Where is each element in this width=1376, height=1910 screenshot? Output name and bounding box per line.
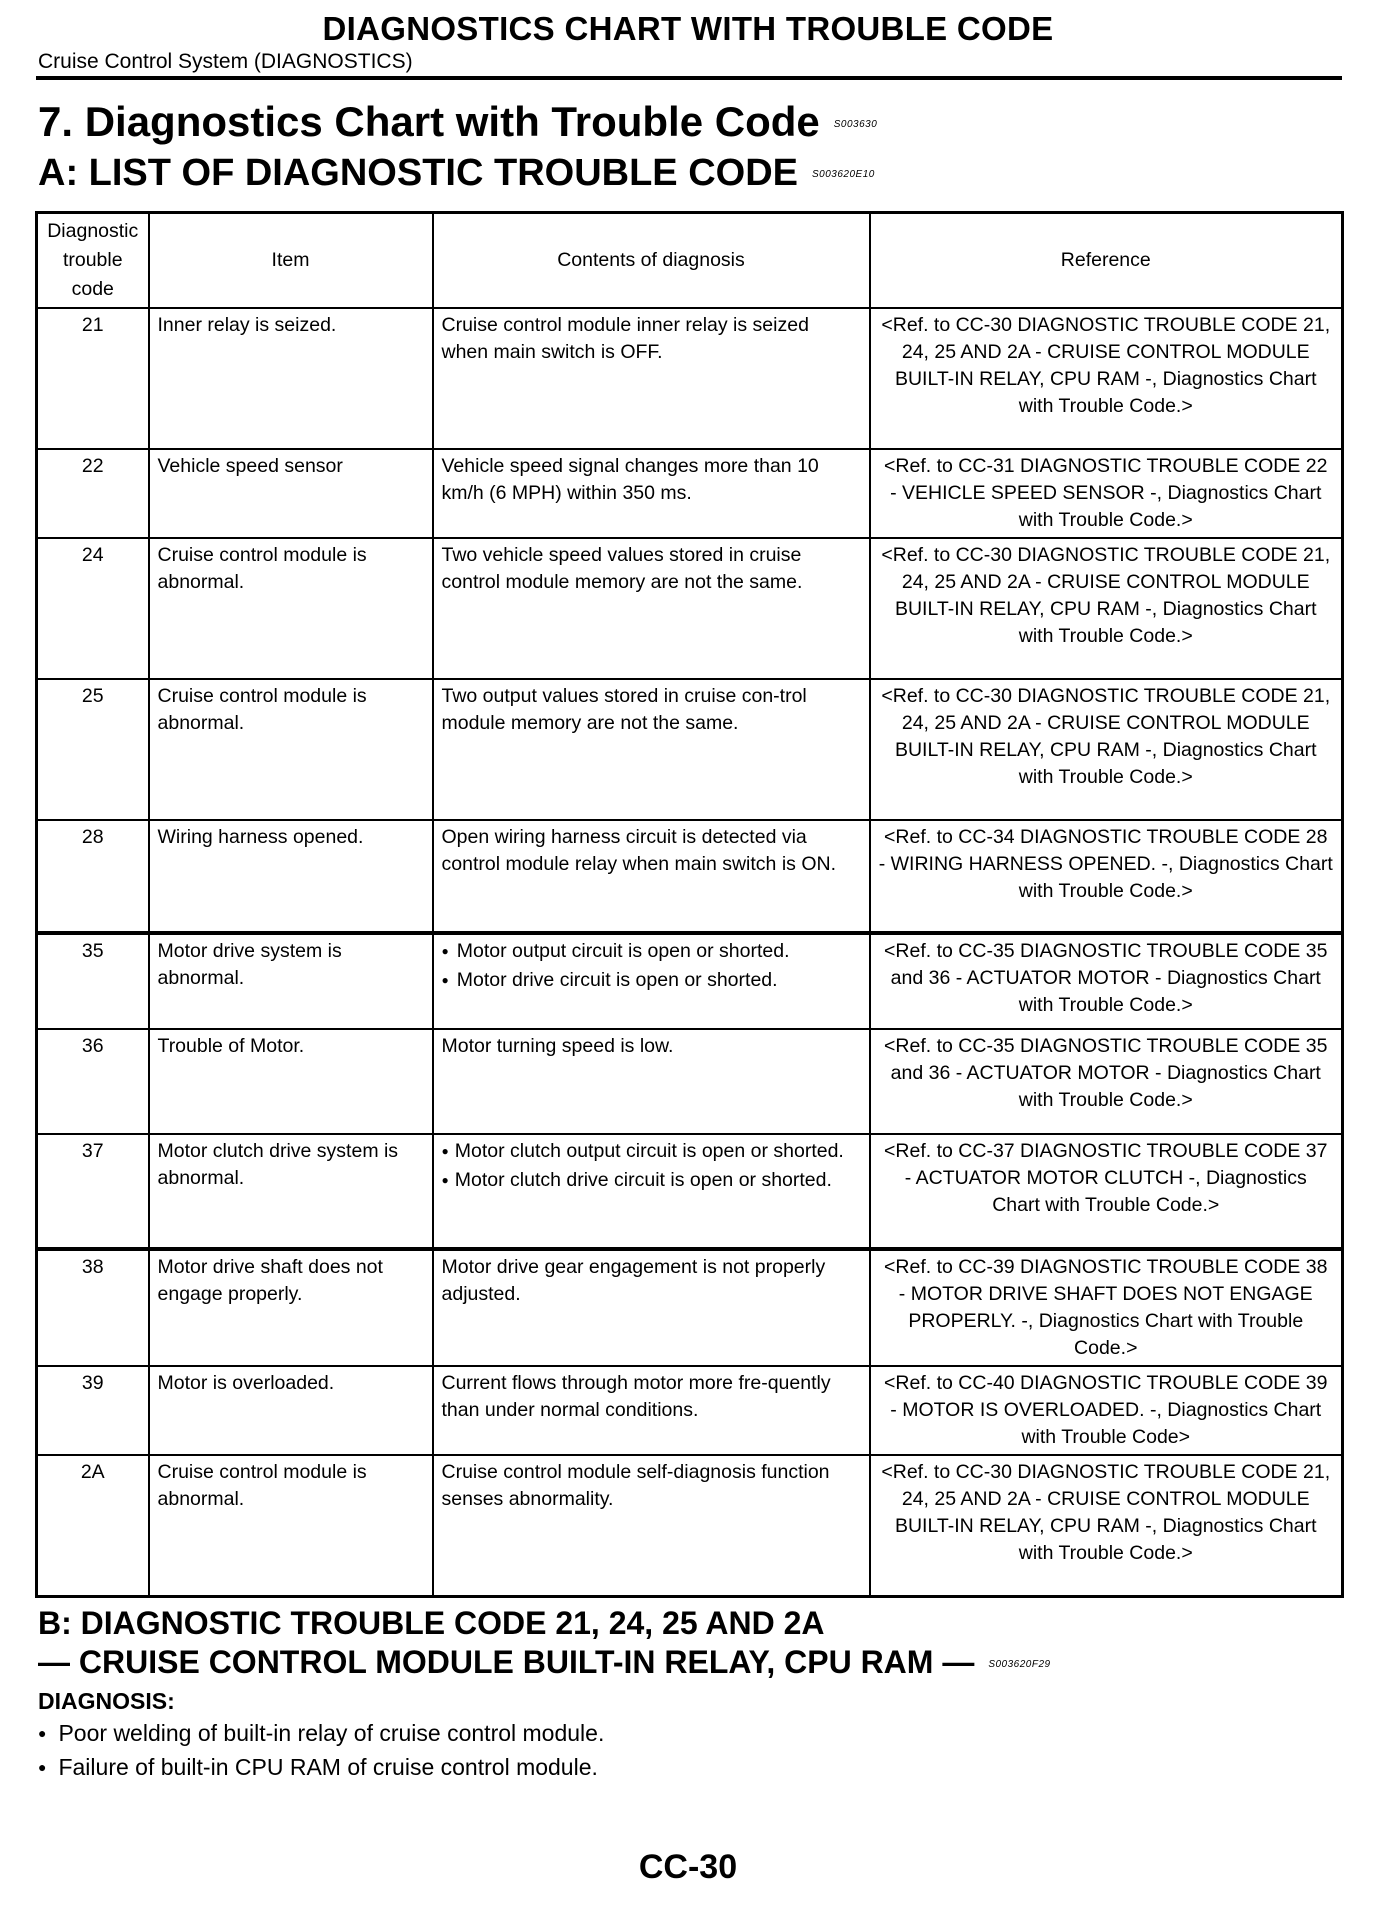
row-item: Cruise control module is abnormal. [149, 1455, 433, 1596]
row-contents-bullet: ● Motor drive circuit is open or shorted. [442, 967, 861, 996]
col-header-code-line1: Diagnostic [47, 220, 139, 242]
row-item: Trouble of Motor. [149, 1029, 433, 1134]
table-row [37, 820, 1343, 933]
row-item: Vehicle speed sensor [149, 449, 433, 538]
table-row [37, 679, 1343, 820]
section-a-title: A: LIST OF DIAGNOSTIC TROUBLE CODE [38, 152, 798, 194]
section-a-tag: S003620E10 [811, 169, 875, 181]
row-contents: Current flows through motor more fre-quently than under normal conditions. [433, 1366, 870, 1455]
diagnosis-item: ● Poor welding of built-in relay of cruise control module. [38, 1718, 604, 1752]
section-b-line2: — CRUISE CONTROL MODULE BUILT-IN RELAY, CPU RAM — [38, 1644, 975, 1680]
table-row [37, 1366, 1343, 1455]
row-item: Cruise control module is abnormal. [149, 679, 433, 820]
row-reference: <Ref. to CC-40 DIAGNOSTIC TROUBLE CODE 39 - MOTOR IS OVERLOADED. -, Diagnostics Chart with Trouble Code> [870, 1366, 1343, 1455]
diagnosis-heading: DIAGNOSIS: [38, 1688, 175, 1714]
row-reference: <Ref. to CC-39 DIAGNOSTIC TROUBLE CODE 38 - MOTOR DRIVE SHAFT DOES NOT ENGAGE PROPERLY. -, Diagnostics Chart with Trouble Code.> [870, 1249, 1343, 1366]
row-reference: <Ref. to CC-30 DIAGNOSTIC TROUBLE CODE 21, 24, 25 AND 2A - CRUISE CONTROL MODULE BUILT-IN RELAY, CPU RAM -, Diagnostics Chart with Trouble Code.> [870, 1455, 1343, 1596]
col-header-item: Item [149, 213, 433, 309]
row-code: 36 [37, 1029, 149, 1134]
row-code: 22 [37, 449, 149, 538]
row-reference: <Ref. to CC-31 DIAGNOSTIC TROUBLE CODE 22 - VEHICLE SPEED SENSOR -, Diagnostics Chart with Trouble Code.> [870, 449, 1343, 538]
row-contents: Cruise control module self-diagnosis function senses abnormality. [433, 1455, 870, 1596]
col-header-code-line3: code [71, 278, 114, 300]
row-contents-bullet: ● Motor clutch output circuit is open or shorted. [442, 1138, 861, 1167]
header-divider [36, 76, 1342, 80]
section-a-heading [38, 152, 875, 195]
table-row [37, 538, 1343, 679]
row-reference: <Ref. to CC-37 DIAGNOSTIC TROUBLE CODE 37 - ACTUATOR MOTOR CLUTCH -, Diagnostics Chart with Trouble Code.> [870, 1134, 1343, 1249]
table-row [37, 1455, 1343, 1596]
row-contents: Motor drive gear engagement is not properly adjusted. [433, 1249, 870, 1366]
table-row [37, 1134, 1343, 1249]
section-b-tag: S003620F29 [988, 1659, 1051, 1671]
dtc-table [35, 211, 1344, 1598]
table-row [37, 1249, 1343, 1366]
row-contents: Open wiring harness circuit is detected via control module relay when main switch is ON. [433, 820, 870, 933]
row-contents: Two vehicle speed values stored in cruise control module memory are not the same. [433, 538, 870, 679]
row-contents: Motor turning speed is low. [433, 1029, 870, 1134]
row-reference: <Ref. to CC-30 DIAGNOSTIC TROUBLE CODE 21, 24, 25 AND 2A - CRUISE CONTROL MODULE BUILT-IN RELAY, CPU RAM -, Diagnostics Chart with Trouble Code.> [870, 308, 1343, 449]
page-header-title: DIAGNOSTICS CHART WITH TROUBLE CODE [322, 10, 1054, 47]
section-7-heading [38, 98, 877, 146]
page-header-subtitle: Cruise Control System (DIAGNOSTICS) [38, 50, 413, 73]
row-contents [433, 933, 870, 1029]
row-item: Motor is overloaded. [149, 1366, 433, 1455]
col-header-reference: Reference [870, 213, 1343, 309]
diagnosis-list [38, 1718, 604, 1786]
row-contents: Vehicle speed signal changes more than 10 km/h (6 MPH) within 350 ms. [433, 449, 870, 538]
row-code: 28 [37, 820, 149, 933]
row-code: 25 [37, 679, 149, 820]
table-header-row [37, 213, 1343, 309]
row-code: 37 [37, 1134, 149, 1249]
row-item: Motor drive system is abnormal. [149, 933, 433, 1029]
row-reference: <Ref. to CC-34 DIAGNOSTIC TROUBLE CODE 28 - WIRING HARNESS OPENED. -, Diagnostics Chart with Trouble Code.> [870, 820, 1343, 933]
section-7-title: 7. Diagnostics Chart with Trouble Code [38, 98, 820, 145]
row-reference: <Ref. to CC-30 DIAGNOSTIC TROUBLE CODE 21, 24, 25 AND 2A - CRUISE CONTROL MODULE BUILT-IN RELAY, CPU RAM -, Diagnostics Chart with Trouble Code.> [870, 679, 1343, 820]
row-item: Motor clutch drive system is abnormal. [149, 1134, 433, 1249]
row-code: 38 [37, 1249, 149, 1366]
row-reference: <Ref. to CC-35 DIAGNOSTIC TROUBLE CODE 35 and 36 - ACTUATOR MOTOR - Diagnostics Chart with Trouble Code.> [870, 933, 1343, 1029]
col-header-code [37, 213, 149, 309]
table-row [37, 933, 1343, 1029]
row-item: Motor drive shaft does not engage properly. [149, 1249, 433, 1366]
row-contents-bullet: ● Motor clutch drive circuit is open or shorted. [442, 1167, 861, 1196]
row-contents: Two output values stored in cruise con-trol module memory are not the same. [433, 679, 870, 820]
diagnosis-item: ● Failure of built-in CPU RAM of cruise control module. [38, 1752, 604, 1786]
col-header-contents: Contents of diagnosis [433, 213, 870, 309]
section-7-tag: S003630 [833, 119, 878, 131]
row-contents: Cruise control module inner relay is seized when main switch is OFF. [433, 308, 870, 449]
row-code: 39 [37, 1366, 149, 1455]
row-item: Cruise control module is abnormal. [149, 538, 433, 679]
col-header-code-line2: trouble [62, 249, 123, 271]
row-reference: <Ref. to CC-30 DIAGNOSTIC TROUBLE CODE 21, 24, 25 AND 2A - CRUISE CONTROL MODULE BUILT-IN RELAY, CPU RAM -, Diagnostics Chart with Trouble Code.> [870, 538, 1343, 679]
row-code: 2A [37, 1455, 149, 1596]
row-code: 35 [37, 933, 149, 1029]
row-code: 24 [37, 538, 149, 679]
row-contents-bullet: ● Motor output circuit is open or shorted. [442, 938, 861, 967]
row-item: Wiring harness opened. [149, 820, 433, 933]
section-b-heading [38, 1604, 1051, 1684]
table-row [37, 1029, 1343, 1134]
table-row [37, 308, 1343, 449]
page-number: CC-30 [638, 1848, 738, 1886]
row-contents [433, 1134, 870, 1249]
row-item: Inner relay is seized. [149, 308, 433, 449]
row-code: 21 [37, 308, 149, 449]
row-reference: <Ref. to CC-35 DIAGNOSTIC TROUBLE CODE 35 and 36 - ACTUATOR MOTOR - Diagnostics Chart with Trouble Code.> [870, 1029, 1343, 1134]
section-b-line2-wrap [38, 1643, 1051, 1684]
section-b-line1: B: DIAGNOSTIC TROUBLE CODE 21, 24, 25 AND 2A [38, 1605, 825, 1641]
table-row [37, 449, 1343, 538]
